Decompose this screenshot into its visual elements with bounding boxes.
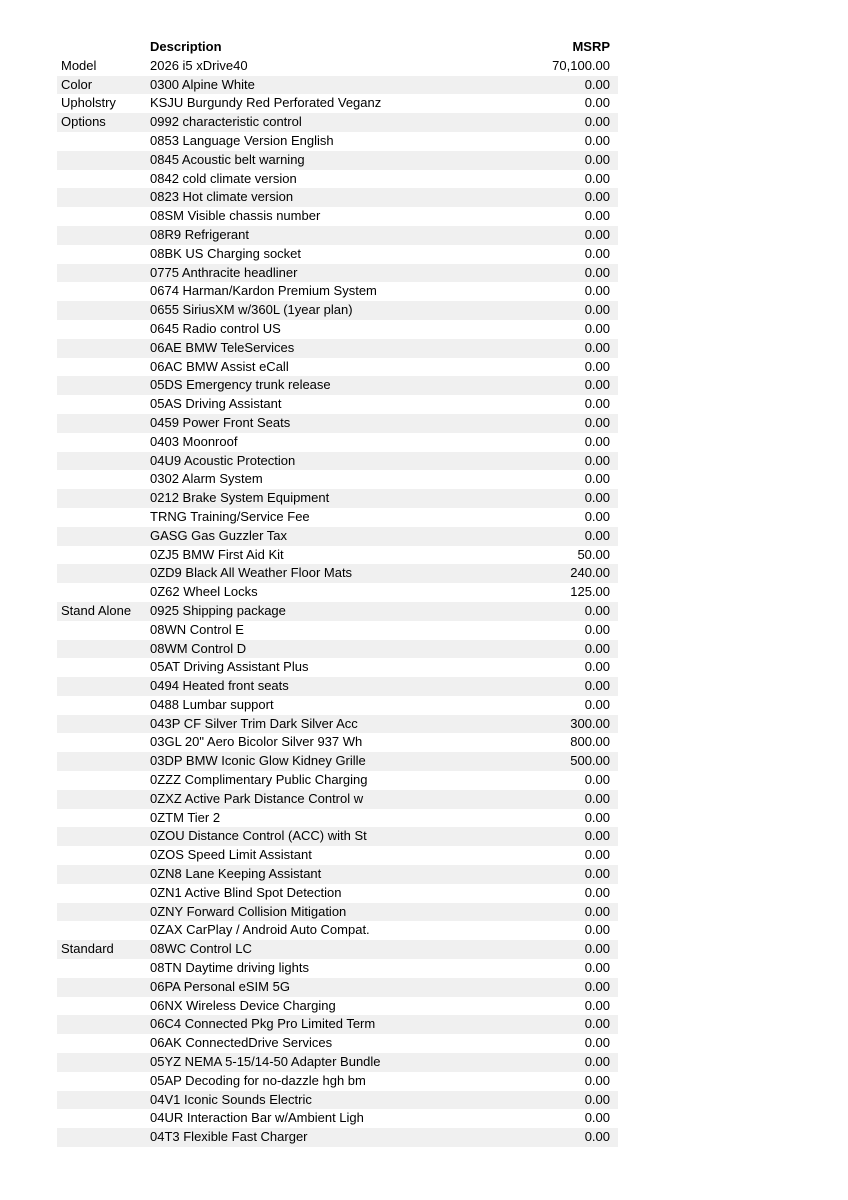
table-row — [57, 1109, 618, 1128]
row-description: 03DP BMW Iconic Glow Kidney Grille — [150, 753, 366, 769]
row-description: 0Z62 Wheel Locks — [150, 584, 258, 600]
row-description: 0212 Brake System Equipment — [150, 490, 330, 506]
row-description: 08R9 Refrigerant — [150, 226, 249, 242]
table-row — [57, 978, 618, 997]
table-body — [57, 57, 618, 1147]
row-msrp: 0.00 — [584, 678, 610, 694]
table-row — [57, 376, 618, 395]
row-description: 0823 Hot climate version — [150, 189, 294, 205]
table-row — [57, 658, 618, 677]
row-category — [57, 640, 150, 659]
row-msrp: 0.00 — [584, 490, 610, 506]
row-category — [57, 1091, 150, 1110]
row-category — [57, 508, 150, 527]
row-msrp: 0.00 — [584, 1110, 610, 1126]
row-msrp: 0.00 — [584, 208, 610, 224]
row-category — [57, 715, 150, 734]
row-category — [57, 245, 150, 264]
row-description: 0403 Moonroof — [150, 433, 238, 449]
row-msrp: 0.00 — [584, 396, 610, 412]
row-category: Stand Alone — [61, 602, 132, 618]
row-msrp: 0.00 — [584, 283, 610, 299]
row-msrp: 0.00 — [584, 358, 610, 374]
row-msrp: 0.00 — [584, 114, 610, 130]
row-description: 0ZJ5 BMW First Aid Kit — [150, 546, 284, 562]
row-description: KSJU Burgundy Red Perforated Veganz — [150, 95, 382, 111]
row-msrp: 0.00 — [584, 339, 610, 355]
table-row — [57, 583, 618, 602]
row-description: GASG Gas Guzzler Tax — [150, 527, 288, 543]
row-category — [57, 978, 150, 997]
row-description: 0459 Power Front Seats — [150, 414, 291, 430]
row-category — [57, 1109, 150, 1128]
row-description: 0302 Alarm System — [150, 471, 263, 487]
row-category — [57, 903, 150, 922]
table-row — [57, 414, 618, 433]
row-description: 0ZOU Distance Control (ACC) with St — [150, 828, 367, 844]
row-category: Model — [61, 57, 97, 73]
row-description: 0655 SiriusXM w/360L (1year plan) — [150, 302, 353, 318]
row-description: 08WC Control LC — [150, 941, 252, 957]
table-row — [57, 865, 618, 884]
row-msrp: 0.00 — [584, 170, 610, 186]
row-category — [57, 1053, 150, 1072]
row-category — [57, 959, 150, 978]
row-description: 0300 Alpine White — [150, 76, 255, 92]
table-row — [57, 846, 618, 865]
header-msrp: MSRP — [572, 39, 610, 54]
table-row — [57, 959, 618, 978]
row-category — [57, 207, 150, 226]
row-msrp: 0.00 — [584, 696, 610, 712]
row-description: 06PA Personal eSIM 5G — [150, 978, 290, 994]
table-row — [57, 602, 618, 621]
row-msrp: 800.00 — [570, 734, 610, 750]
table-row — [57, 1091, 618, 1110]
row-msrp: 0.00 — [584, 452, 610, 468]
row-category — [57, 1072, 150, 1091]
row-description: 06NX Wireless Device Charging — [150, 997, 336, 1013]
row-description: TRNG Training/Service Fee — [150, 508, 310, 524]
row-msrp: 0.00 — [584, 320, 610, 336]
table-row — [57, 113, 618, 132]
row-description: 08BK US Charging socket — [150, 245, 302, 261]
row-description: 05AS Driving Assistant — [150, 396, 282, 412]
row-msrp: 500.00 — [570, 753, 610, 769]
row-msrp: 0.00 — [584, 527, 610, 543]
table-row — [57, 489, 618, 508]
row-msrp: 0.00 — [584, 226, 610, 242]
row-description: 0494 Heated front seats — [150, 678, 289, 694]
table-row — [57, 696, 618, 715]
row-category — [57, 151, 150, 170]
row-category — [57, 771, 150, 790]
row-msrp: 70,100.00 — [552, 57, 610, 73]
row-description: 04UR Interaction Bar w/Ambient Ligh — [150, 1110, 364, 1126]
row-description: 0645 Radio control US — [150, 320, 281, 336]
table-row — [57, 903, 618, 922]
table-row — [57, 640, 618, 659]
row-msrp: 0.00 — [584, 433, 610, 449]
row-msrp: 0.00 — [584, 978, 610, 994]
row-msrp: 0.00 — [584, 471, 610, 487]
row-msrp: 0.00 — [584, 884, 610, 900]
table-row — [57, 1034, 618, 1053]
row-category — [57, 226, 150, 245]
row-category — [57, 865, 150, 884]
row-description: 0ZXZ Active Park Distance Control w — [150, 790, 364, 806]
table-row — [57, 339, 618, 358]
row-category — [57, 470, 150, 489]
table-row — [57, 358, 618, 377]
row-category — [57, 170, 150, 189]
table-row — [57, 170, 618, 189]
row-category — [57, 790, 150, 809]
table-row — [57, 395, 618, 414]
table-row — [57, 940, 618, 959]
row-description: 0ZAX CarPlay / Android Auto Compat. — [150, 922, 370, 938]
row-msrp: 0.00 — [584, 809, 610, 825]
row-description: 043P CF Silver Trim Dark Silver Acc — [150, 715, 358, 731]
table-row — [57, 752, 618, 771]
row-category — [57, 583, 150, 602]
table-row — [57, 132, 618, 151]
vehicle-pricing-table — [57, 38, 618, 1147]
table-row — [57, 564, 618, 583]
row-category — [57, 132, 150, 151]
row-category — [57, 1034, 150, 1053]
row-description: 0925 Shipping package — [150, 602, 286, 618]
row-description: 06C4 Connected Pkg Pro Limited Term — [150, 1016, 376, 1032]
row-category — [57, 621, 150, 640]
table-row — [57, 76, 618, 95]
row-msrp: 0.00 — [584, 659, 610, 675]
row-category — [57, 921, 150, 940]
row-category — [57, 527, 150, 546]
row-category: Options — [61, 114, 106, 130]
table-row — [57, 433, 618, 452]
row-category — [57, 395, 150, 414]
row-description: 08WM Control D — [150, 640, 247, 656]
table-row — [57, 282, 618, 301]
row-description: 04U9 Acoustic Protection — [150, 452, 296, 468]
row-category — [57, 452, 150, 471]
row-description: 05AP Decoding for no-dazzle hgh bm — [150, 1072, 366, 1088]
row-category: Standard — [61, 941, 114, 957]
row-category — [57, 282, 150, 301]
row-description: 0ZN8 Lane Keeping Assistant — [150, 866, 322, 882]
row-msrp: 50.00 — [577, 546, 610, 562]
row-msrp: 0.00 — [584, 790, 610, 806]
table-row — [57, 921, 618, 940]
row-msrp: 0.00 — [584, 132, 610, 148]
row-msrp: 0.00 — [584, 1054, 610, 1070]
table-row — [57, 470, 618, 489]
row-category — [57, 884, 150, 903]
table-row — [57, 677, 618, 696]
row-msrp: 0.00 — [584, 302, 610, 318]
table-row — [57, 94, 618, 113]
header-category — [57, 38, 150, 57]
row-category — [57, 1128, 150, 1147]
table-row — [57, 715, 618, 734]
row-category — [57, 696, 150, 715]
table-row — [57, 226, 618, 245]
row-category — [57, 658, 150, 677]
row-description: 0674 Harman/Kardon Premium System — [150, 283, 377, 299]
row-category — [57, 733, 150, 752]
table-row — [57, 1128, 618, 1147]
row-description: 03GL 20" Aero Bicolor Silver 937 Wh — [150, 734, 363, 750]
row-description: 05AT Driving Assistant Plus — [150, 659, 309, 675]
row-description: 08SM Visible chassis number — [150, 208, 321, 224]
row-category — [57, 489, 150, 508]
row-description: 0845 Acoustic belt warning — [150, 151, 305, 167]
row-msrp: 0.00 — [584, 76, 610, 92]
row-msrp: 0.00 — [584, 847, 610, 863]
row-description: 0ZZZ Complimentary Public Charging — [150, 772, 368, 788]
table-header-row — [57, 38, 618, 57]
table-row — [57, 320, 618, 339]
row-msrp: 0.00 — [584, 1129, 610, 1145]
row-description: 08TN Daytime driving lights — [150, 960, 309, 976]
row-msrp: 0.00 — [584, 602, 610, 618]
table-row — [57, 621, 618, 640]
row-category — [57, 1015, 150, 1034]
row-msrp: 0.00 — [584, 772, 610, 788]
row-category — [57, 846, 150, 865]
row-msrp: 0.00 — [584, 264, 610, 280]
row-msrp: 0.00 — [584, 828, 610, 844]
row-description: 04V1 Iconic Sounds Electric — [150, 1091, 312, 1107]
row-msrp: 0.00 — [584, 640, 610, 656]
table-row — [57, 301, 618, 320]
table-row — [57, 997, 618, 1016]
row-msrp: 0.00 — [584, 903, 610, 919]
row-description: 06AE BMW TeleServices — [150, 339, 295, 355]
row-description: 0992 characteristic control — [150, 114, 302, 130]
table-row — [57, 527, 618, 546]
table-row — [57, 188, 618, 207]
row-msrp: 0.00 — [584, 1091, 610, 1107]
row-category: Upholstry — [61, 95, 116, 111]
row-category — [57, 809, 150, 828]
row-msrp: 0.00 — [584, 189, 610, 205]
table-row — [57, 790, 618, 809]
row-category — [57, 188, 150, 207]
row-msrp: 0.00 — [584, 1035, 610, 1051]
row-msrp: 0.00 — [584, 866, 610, 882]
row-msrp: 0.00 — [584, 997, 610, 1013]
row-category — [57, 752, 150, 771]
row-description: 05DS Emergency trunk release — [150, 377, 331, 393]
row-description: 2026 i5 xDrive40 — [150, 57, 248, 73]
row-category — [57, 433, 150, 452]
row-description: 08WN Control E — [150, 621, 244, 637]
row-msrp: 300.00 — [570, 715, 610, 731]
row-msrp: 0.00 — [584, 960, 610, 976]
row-category — [57, 376, 150, 395]
row-category — [57, 564, 150, 583]
row-msrp: 0.00 — [584, 621, 610, 637]
table-row — [57, 884, 618, 903]
row-msrp: 125.00 — [570, 584, 610, 600]
table-row — [57, 151, 618, 170]
row-msrp: 240.00 — [570, 565, 610, 581]
row-description: 0ZOS Speed Limit Assistant — [150, 847, 312, 863]
row-category — [57, 320, 150, 339]
row-msrp: 0.00 — [584, 245, 610, 261]
header-description: Description — [150, 39, 222, 54]
table-row — [57, 452, 618, 471]
row-description: 0775 Anthracite headliner — [150, 264, 298, 280]
table-row — [57, 1053, 618, 1072]
row-description: 06AC BMW Assist eCall — [150, 358, 289, 374]
row-description: 0ZD9 Black All Weather Floor Mats — [150, 565, 353, 581]
row-category — [57, 827, 150, 846]
row-category — [57, 301, 150, 320]
table-row — [57, 771, 618, 790]
table-row — [57, 546, 618, 565]
row-description: 0842 cold climate version — [150, 170, 297, 186]
row-category — [57, 264, 150, 283]
row-msrp: 0.00 — [584, 95, 610, 111]
row-category — [57, 414, 150, 433]
row-description: 0488 Lumbar support — [150, 696, 274, 712]
row-description: 04T3 Flexible Fast Charger — [150, 1129, 308, 1145]
row-category: Color — [61, 76, 93, 92]
table-row — [57, 245, 618, 264]
row-category — [57, 997, 150, 1016]
row-msrp: 0.00 — [584, 508, 610, 524]
row-description: 0ZTM Tier 2 — [150, 809, 221, 825]
row-msrp: 0.00 — [584, 941, 610, 957]
row-msrp: 0.00 — [584, 151, 610, 167]
row-description: 0ZN1 Active Blind Spot Detection — [150, 884, 342, 900]
table-row — [57, 827, 618, 846]
row-category — [57, 546, 150, 565]
row-category — [57, 358, 150, 377]
row-category — [57, 677, 150, 696]
row-msrp: 0.00 — [584, 922, 610, 938]
table-row — [57, 1015, 618, 1034]
row-msrp: 0.00 — [584, 1016, 610, 1032]
row-msrp: 0.00 — [584, 377, 610, 393]
table-row — [57, 207, 618, 226]
table-row — [57, 57, 618, 76]
row-msrp: 0.00 — [584, 414, 610, 430]
table-row — [57, 733, 618, 752]
row-description: 0ZNY Forward Collision Mitigation — [150, 903, 347, 919]
table-row — [57, 1072, 618, 1091]
table-row — [57, 508, 618, 527]
table-row — [57, 264, 618, 283]
row-category — [57, 339, 150, 358]
row-description: 0853 Language Version English — [150, 132, 334, 148]
table-row — [57, 809, 618, 828]
row-description: 06AK ConnectedDrive Services — [150, 1035, 333, 1051]
row-description: 05YZ NEMA 5-15/14-50 Adapter Bundle — [150, 1054, 381, 1070]
row-msrp: 0.00 — [584, 1072, 610, 1088]
